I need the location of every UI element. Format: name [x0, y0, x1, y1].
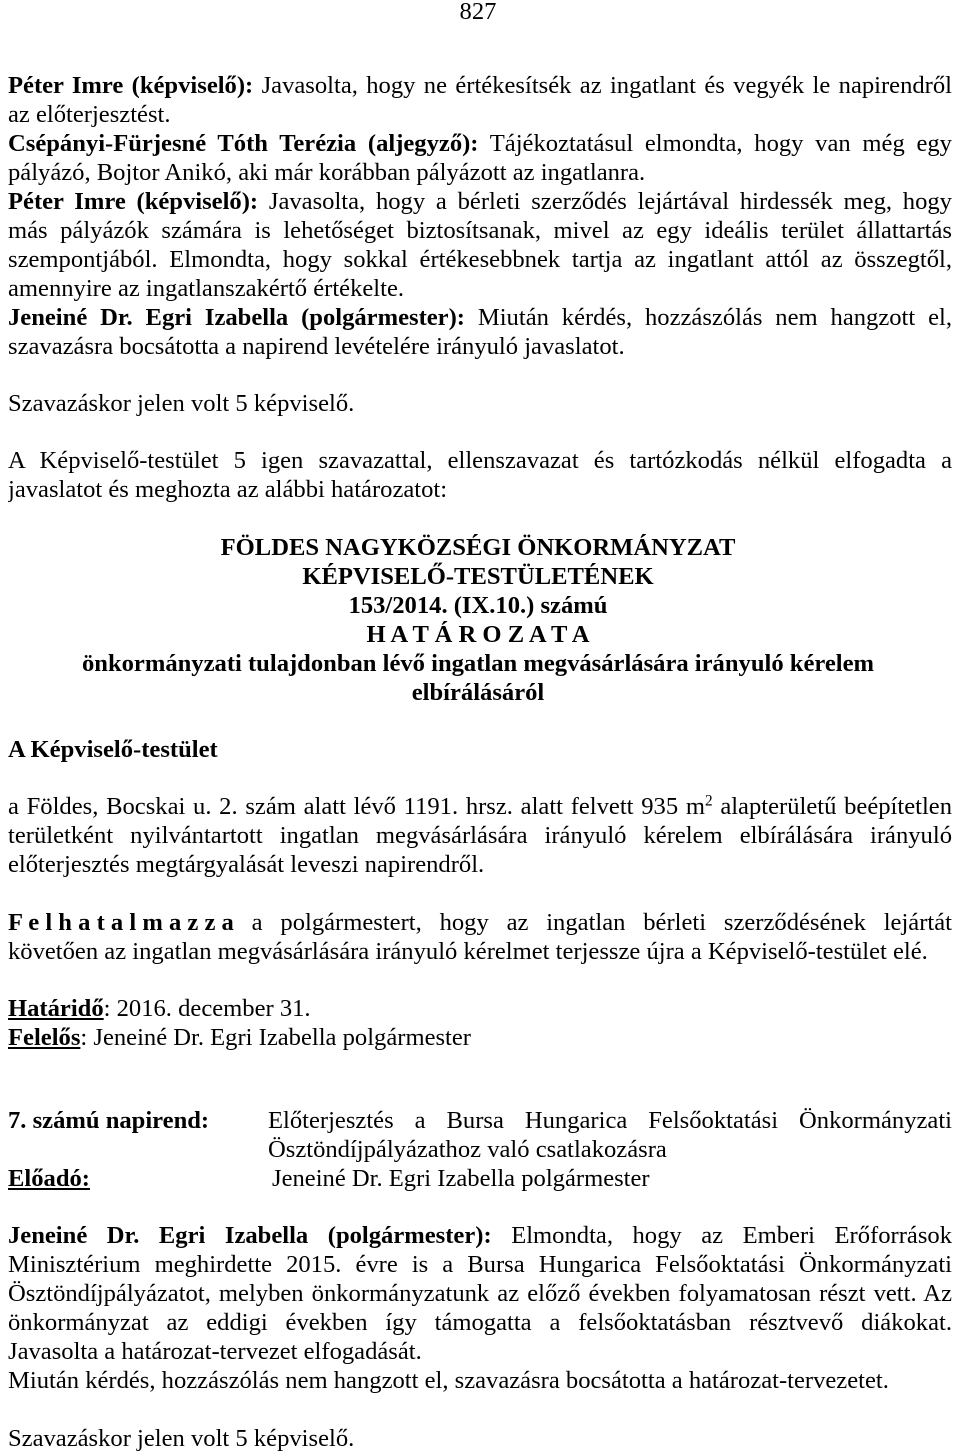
line-text: Tájékoztatásul elmondta, hogy van még egy	[489, 130, 952, 157]
resolution-decision-line	[8, 792, 952, 821]
agenda-item-number: 7. számú napirend:	[8, 1107, 210, 1134]
page-number: 827	[459, 0, 497, 25]
speaker-label: Jeneiné Dr. Egri Izabella (polgármester):	[8, 304, 465, 331]
responsible-label: Felelős	[8, 1024, 81, 1051]
speaker-label: Péter Imre (képviselő):	[8, 188, 259, 215]
paragraph-line: amennyire az ingatlanszakértő értékelte.	[8, 275, 405, 302]
vote-result-line: A Képviselő-testület 5 igen szavazattal, ellenszavazat és tartózkodás nélkül elfogadta a	[8, 447, 952, 474]
paragraph-line	[8, 71, 952, 100]
resolution-decision-line: területként nyilvántartott ingatlan megvásárlására irányuló kérelem elbírálására irányuló	[8, 822, 952, 849]
resolution-body-subject: A Képviselő-testület	[8, 736, 218, 763]
superscript: 2	[704, 792, 713, 810]
resolution-heading: FÖLDES NAGYKÖZSÉGI ÖNKORMÁNYZAT	[220, 534, 736, 561]
responsible	[8, 1023, 952, 1052]
resolution-heading: KÉPVISELŐ-TESTÜLETÉNEK	[302, 563, 654, 590]
paragraph-line: Miután kérdés, hozzászólás nem hangzott el, szavazásra bocsátotta a határozat-tervezetet.	[8, 1367, 889, 1394]
paragraph-line: szempontjából. Elmondta, hogy sokkal értékesebbnek tartja az ingatlant attól az összegtől,	[8, 246, 952, 273]
paragraph-line: Ösztöndíjpályázatot, melyben önkormányzatunk az előző években folyamatosan részt vett. Az	[8, 1280, 952, 1307]
paragraph-line: pályázó, Bojtor Anikó, aki már korábban pályázott az ingatlanra.	[8, 159, 646, 186]
resolution-subject: önkormányzati tulajdonban lévő ingatlan megvásárlására irányuló kérelem	[81, 650, 875, 677]
paragraph-line: az előterjesztést.	[8, 101, 171, 128]
paragraph-line: szavazásra bocsátotta a napirend levételére irányuló javaslatot.	[8, 333, 625, 360]
vote-result-line: javaslatot és meghozta az alábbi határozatot:	[8, 476, 448, 503]
paragraph-line: Minisztérium meghirdette 2015. évre is a Bursa Hungarica Felsőoktatási Önkormányzati	[8, 1251, 952, 1278]
deadline	[8, 994, 952, 1023]
responsible-value: : Jeneiné Dr. Egri Izabella polgármester	[80, 1024, 471, 1051]
paragraph-line	[8, 129, 952, 158]
paragraph-line	[8, 187, 952, 216]
speaker-label: Csépányi-Fürjesné Tóth Terézia (aljegyző):	[8, 130, 479, 157]
paragraph-line: Javasolta a határozat-tervezet elfogadását.	[8, 1338, 422, 1365]
resolution-number: 153/2014. (IX.10.) számú	[348, 592, 608, 619]
line-text: Javasolta, hogy ne értékesítsék az ingatlant és vegyék le napirendről	[261, 72, 952, 99]
line-text: Javasolta, hogy a bérleti szerződés lejártával hirdessék meg, hogy	[268, 188, 952, 215]
attendance-note: Szavazáskor jelen volt 5 képviselő.	[8, 1425, 355, 1452]
resolution-subject: elbírálásáról	[411, 679, 545, 706]
deadline-value: : 2016. december 31.	[103, 995, 311, 1022]
line-text: a Földes, Bocskai u. 2. szám alatt lévő 1191. hrsz. alatt felvett 935 m	[8, 793, 705, 820]
agenda-item-title: Előterjesztés a Bursa Hungarica Felsőoktatási Önkormányzati	[268, 1107, 952, 1134]
paragraph-line	[8, 303, 952, 332]
resolution-title: H A T Á R O Z A T A	[366, 621, 590, 648]
deadline-label: Határidő	[8, 995, 104, 1022]
authorization-line	[8, 908, 952, 937]
line-text: alapterületű beépítetlen	[720, 793, 952, 820]
presenter-name: Jeneiné Dr. Egri Izabella polgármester	[272, 1165, 650, 1192]
authorization-line: követően az ingatlan megvásárlására irányuló kérelmet terjessze újra a Képviselő-testület elé.	[8, 938, 928, 965]
paragraph-line	[8, 1221, 952, 1250]
paragraph-line: más pályázók számára is lehetőséget biztosítsanak, mivel az egy ideális terület állattartás	[8, 217, 952, 244]
authorization-keyword: F e l h a t a l m a z z a	[8, 909, 234, 936]
line-text: a polgármestert, hogy az ingatlan bérleti szerződésének lejártát	[251, 909, 952, 936]
agenda-item-title: Ösztöndíjpályázathoz való csatlakozásra	[268, 1136, 667, 1163]
paragraph-line: önkormányzat az eddigi években így támogatta a felsőoktatásban résztvevő diákokat.	[8, 1309, 952, 1336]
line-text: Elmondta, hogy az Emberi Erőforrások	[511, 1222, 952, 1249]
resolution-decision-line: előterjesztés megtárgyalását leveszi napirendről.	[8, 851, 485, 878]
presenter-label: Előadó:	[8, 1165, 90, 1192]
attendance-note: Szavazáskor jelen volt 5 képviselő.	[8, 390, 355, 417]
line-text: Miután kérdés, hozzászólás nem hangzott el,	[477, 304, 952, 331]
speaker-label: Jeneiné Dr. Egri Izabella (polgármester):	[8, 1222, 492, 1249]
speaker-label: Péter Imre (képviselő):	[8, 72, 254, 99]
